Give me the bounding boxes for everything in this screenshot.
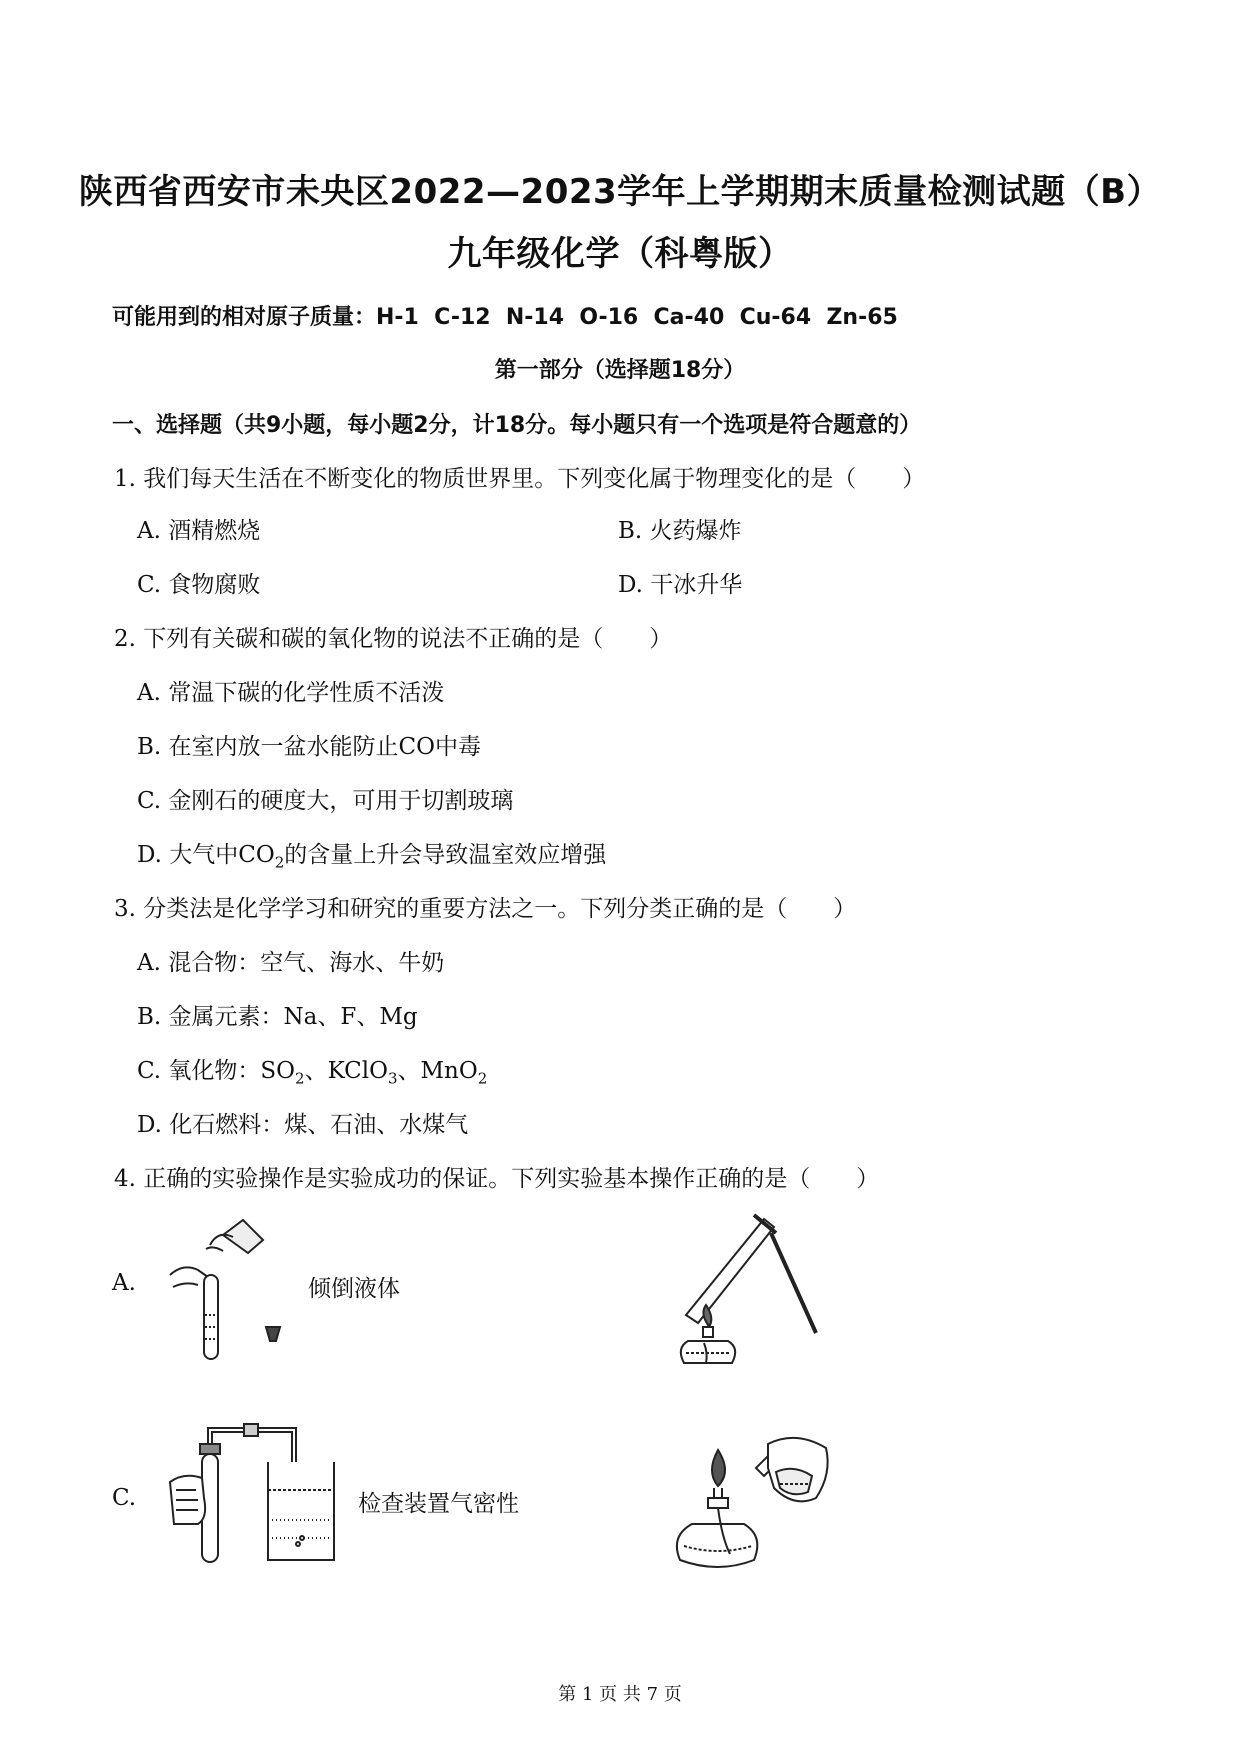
q3-option-c-sub2: 3 xyxy=(387,1069,398,1088)
q2-option-a[interactable]: A. 常温下碳的化学性质不活泼 xyxy=(137,680,445,706)
atomic-masses-line: 可能用到的相对原子质量：H-1 C-12 N-14 O-16 Ca-40 Cu-64 Zn-65 xyxy=(112,305,898,330)
q2-option-b[interactable]: B. 在室内放一盆水能防止CO中毒 xyxy=(137,734,481,760)
q3-option-c-part2: 、KClO xyxy=(304,1058,388,1084)
q3-option-b[interactable]: B. 金属元素：Na、F、Mg xyxy=(137,1004,418,1030)
q2-option-d-subscript: 2 xyxy=(274,853,285,872)
q3-option-c-part3: 、MnO xyxy=(397,1058,478,1084)
q3-option-d[interactable]: D. 化石燃料：煤、石油、水煤气 xyxy=(137,1112,469,1138)
q3-option-a[interactable]: A. 混合物：空气、海水、牛奶 xyxy=(137,950,445,976)
part1-heading: 第一部分（选择题18分） xyxy=(494,358,746,383)
section1-heading: 一、选择题（共9小题，每小题2分，计18分。每小题只有一个选项是符合题意的） xyxy=(112,413,922,438)
exam-title-line1: 陕西省西安市未央区2022—2023学年上学期期末质量检测试题（B） xyxy=(78,172,1162,212)
q2-option-d[interactable] xyxy=(137,836,606,872)
question-2-stem: 2. 下列有关碳和碳的氧化物的说法不正确的是（ ） xyxy=(114,626,673,652)
q4-option-a-letter[interactable]: A. xyxy=(112,1270,136,1296)
q1-option-a[interactable]: A. 酒精燃烧 xyxy=(137,518,261,544)
q4-option-c-label: 检查装置气密性 xyxy=(358,1491,519,1517)
q3-option-c-sub3: 2 xyxy=(477,1069,488,1088)
q3-option-c-sub1: 2 xyxy=(295,1069,305,1088)
light-alcohol-lamp-icon xyxy=(676,1428,836,1578)
q3-option-c[interactable] xyxy=(137,1052,487,1088)
heat-test-tube-icon xyxy=(676,1213,826,1373)
pour-liquid-icon xyxy=(168,1215,288,1365)
q2-option-d-suffix: 的含量上升会导致温室效应增强 xyxy=(284,842,607,868)
q2-option-c[interactable]: C. 金刚石的硬度大，可用于切割玻璃 xyxy=(137,788,514,814)
airtightness-apparatus-icon xyxy=(168,1420,348,1570)
q2-option-d-prefix: D. 大气中CO xyxy=(137,842,275,868)
question-3-stem: 3. 分类法是化学学习和研究的重要方法之一。下列分类正确的是（ ） xyxy=(114,896,857,922)
exam-title-line2: 九年级化学（科粤版） xyxy=(447,234,793,274)
question-4-stem: 4. 正确的实验操作是实验成功的保证。下列实验基本操作正确的是（ ） xyxy=(114,1166,880,1192)
question-1-stem: 1. 我们每天生活在不断变化的物质世界里。下列变化属于物理变化的是（ ） xyxy=(114,466,926,492)
q4-option-a-label: 倾倒液体 xyxy=(308,1276,400,1302)
q1-option-c[interactable]: C. 食物腐败 xyxy=(137,572,261,598)
q1-option-b[interactable]: B. 火药爆炸 xyxy=(618,518,742,544)
page-footer: 第 1 页 共 7 页 xyxy=(558,1684,682,1705)
q4-option-c-letter[interactable]: C. xyxy=(112,1485,137,1511)
q3-option-c-part1: C. 氧化物：SO xyxy=(137,1058,296,1084)
q1-option-d[interactable]: D. 干冰升华 xyxy=(618,572,743,598)
